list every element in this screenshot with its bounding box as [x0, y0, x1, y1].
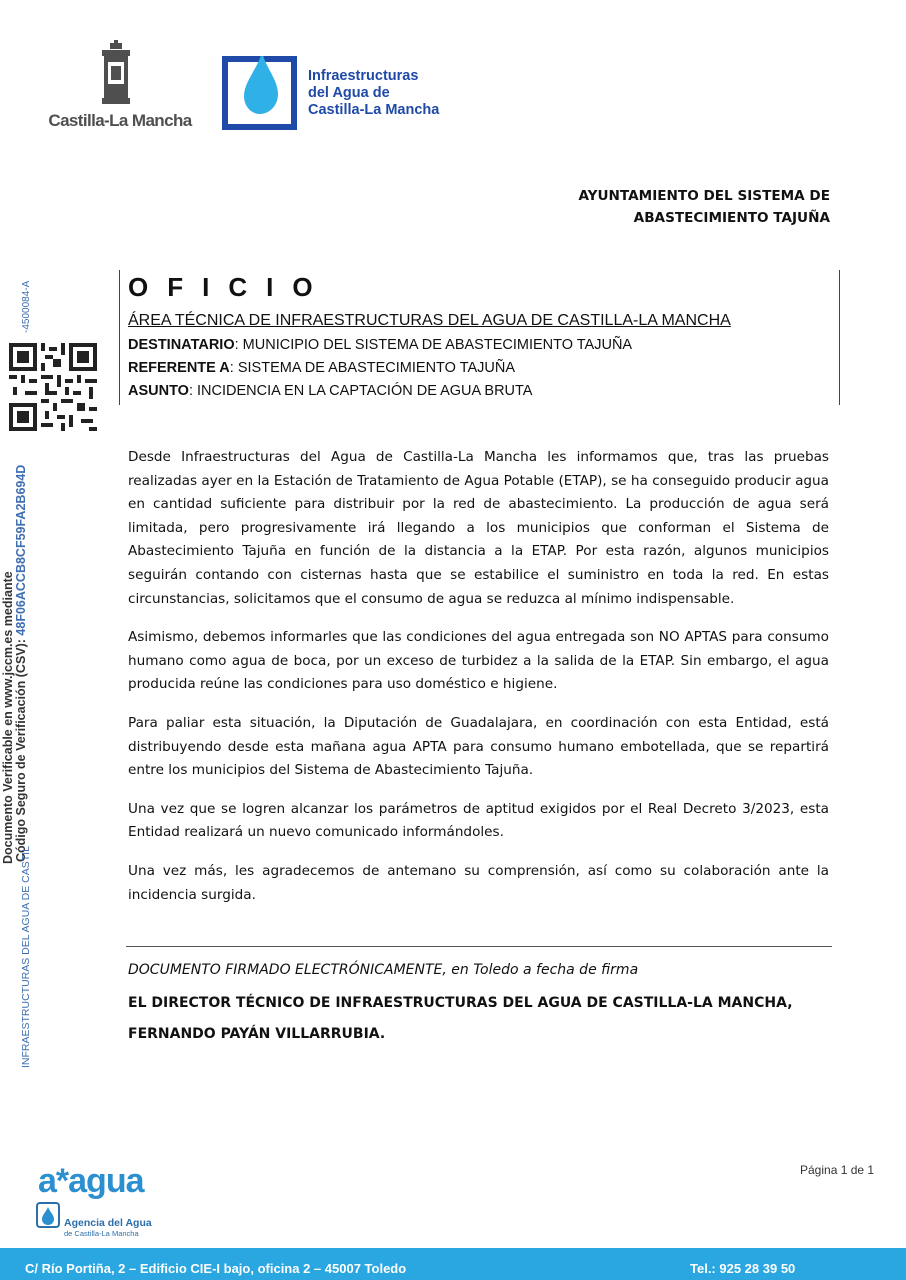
- agua-logo-name: Agencia del Agua: [64, 1217, 152, 1229]
- agua-logo-word: a*agua: [38, 1162, 144, 1200]
- recipient-line-2: ABASTECIMIENTO TAJUÑA: [633, 210, 830, 226]
- footer-bar: [0, 1248, 906, 1280]
- margin-verifiable-text: Documento Verificable en www.jccm.es mediante: [1, 571, 15, 864]
- recipient-address: [578, 185, 830, 229]
- recipient-line-1: AYUNTAMIENTO DEL SISTEMA DE: [578, 188, 830, 204]
- castilla-la-mancha-logo: [46, 40, 194, 132]
- body-paragraph: Asimismo, debemos informarles que las condiciones del agua entregada son NO APTAS para consumo humano como agua de boca, por un exceso de turbidez a la salida de la ETAP. Sin embargo, el agua producida reúne las condiciones para uso doméstico e higiene.: [128, 629, 829, 693]
- referente-line: REFERENTE A: SISTEMA DE ABASTECIMIENTO TAJUÑA: [128, 360, 516, 376]
- oficio-title: OFICIO: [128, 272, 332, 302]
- footer-address: C/ Río Portiña, 2 – Edificio CIE-I bajo, oficina 2 – 45007 Toledo: [25, 1261, 407, 1276]
- infraestructuras-agua-logo-text: Infraestructuras del Agua de Castilla-La Mancha: [308, 68, 440, 118]
- margin-csv-text: Código Seguro de Verificación (CSV): 48F06ACCB8CF59FA2B694D: [14, 464, 28, 862]
- qr-code-icon: [9, 343, 97, 431]
- signature-divider: [126, 946, 832, 947]
- margin-document-code: -4500084-A: [21, 280, 32, 333]
- body-paragraph: Para paliar esta situación, la Diputación de Guadalajara, en coordinación con esta Entidad, está distribuyendo desde esta mañana agua APTA para consumo humano embotellada, que se repartirá entre los municipios del Sistema de Abastecimiento Tajuña.: [128, 714, 829, 779]
- letter-body: [128, 446, 829, 922]
- csv-code: 48F06ACCB8CF59FA2B694D: [14, 464, 28, 636]
- body-paragraph: Una vez más, les agradecemos de antemano su comprensión, así como su colaboración ante la incidencia surgida.: [128, 862, 829, 903]
- oficio-header-box: [119, 270, 840, 405]
- signature-electronic-line: DOCUMENTO FIRMADO ELECTRÓNICAMENTE, en Toledo a fecha de firma: [128, 962, 639, 978]
- asunto-line: ASUNTO: INCIDENCIA EN LA CAPTACIÓN DE AGUA BRUTA: [128, 383, 533, 399]
- agencia-agua-logo: [36, 1162, 166, 1240]
- margin-organization-text: INFRAESTRUCTURAS DEL AGUA DE CASTIL: [20, 846, 32, 1068]
- agua-logo-subname: de Castilla-La Mancha: [64, 1229, 139, 1238]
- castle-emblem-icon: [98, 40, 134, 106]
- water-drop-icon: [222, 56, 297, 130]
- signature-role: EL DIRECTOR TÉCNICO DE INFRAESTRUCTURAS DEL AGUA DE CASTILLA-LA MANCHA,: [128, 995, 793, 1011]
- castilla-la-mancha-logo-text: Castilla-La Mancha: [48, 111, 192, 130]
- body-paragraph: Desde Infraestructuras del Agua de Castilla-La Mancha les informamos que, tras las pruebas realizadas ayer en la Estación de Tratamiento de Agua Potable (ETAP), se ha conseguido producir agua en cantidad suficiente para distribuir por la red de abastecimiento. La producción de agua será limitada, pero progresivamente irá llegando a los municipios que conforman el Sistema de Abastecimiento Tajuña en función de la distancia a la ETAP. Por esta razón, algunos municipios seguirán contando con cisternas hasta que se estabilice el suministro en toda la red. En estas circunstancias, solicitamos que el consumo de agua se reduzca al mínimo indispensable.: [128, 449, 829, 607]
- destinatario-line: DESTINATARIO: MUNICIPIO DEL SISTEMA DE ABASTECIMIENTO TAJUÑA: [128, 337, 633, 353]
- water-drop-icon: [36, 1202, 60, 1228]
- infraestructuras-agua-logo: [222, 38, 462, 130]
- area-tecnica-line: ÁREA TÉCNICA DE INFRAESTRUCTURAS DEL AGUA DE CASTILLA-LA MANCHA: [128, 312, 731, 329]
- page-number: Página 1 de 1: [800, 1163, 875, 1177]
- signature-name: FERNANDO PAYÁN VILLARRUBIA.: [128, 1026, 386, 1042]
- footer-phone: Tel.: 925 28 39 50: [690, 1261, 796, 1276]
- body-paragraph: Una vez que se logren alcanzar los parámetros de aptitud exigidos por el Real Decreto 3/2023, esta Entidad realizará un nuevo comunicado informándoles.: [128, 800, 829, 841]
